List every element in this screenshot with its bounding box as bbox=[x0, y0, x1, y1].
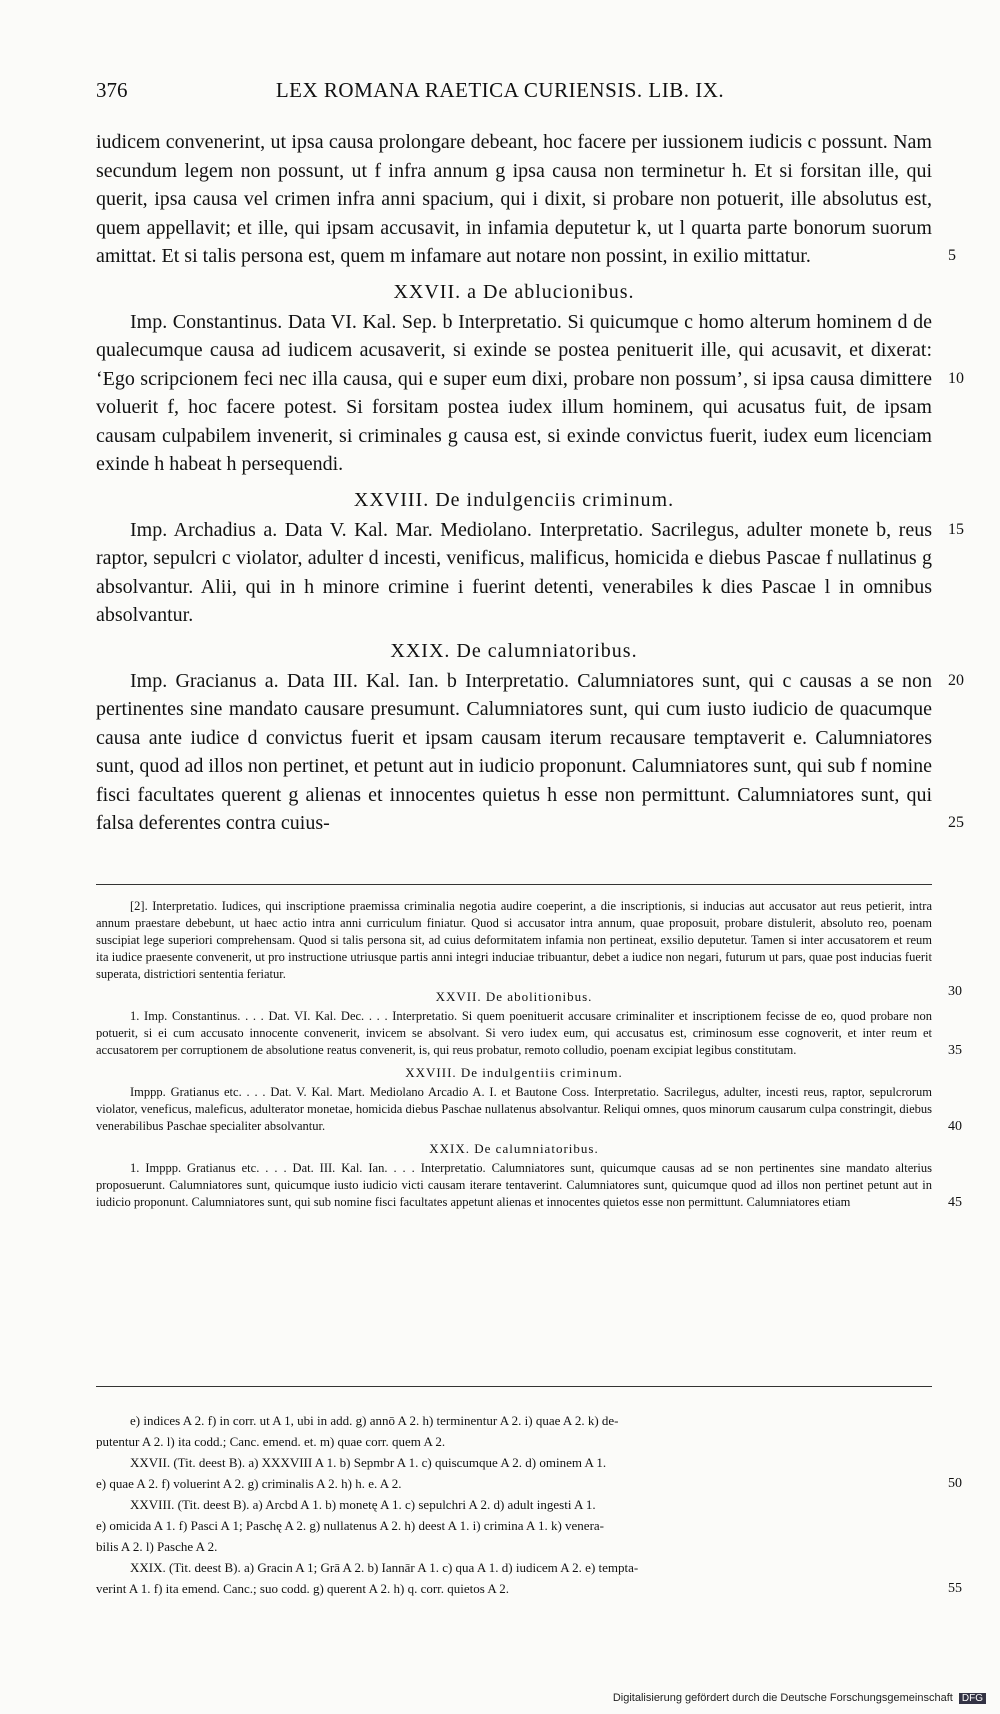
apparatus-line: verint A 1. f) ita emend. Canc.; suo codd. g) querent A 2. h) q. corr. quietos A 2. 55 bbox=[96, 1578, 932, 1599]
apparatus-line: XXVII. (Tit. deest B). a) XXXVIII A 1. b) Sepmbr A 1. c) quiscumque A 2. d) ominem A 1. bbox=[130, 1455, 607, 1470]
line-number: 50 bbox=[948, 1476, 962, 1491]
apparatus-line: XXVIII. (Tit. deest B). a) Arcbd A 1. b) monetę A 1. c) sepulchri A 2. d) adult ingesti A 1. bbox=[130, 1497, 596, 1512]
source-notes bbox=[96, 898, 962, 1211]
section-27-text: Imp. Constantinus. Data VI. Kal. Sep. b Interpretatio. Si quicumque c homo alterum hominem d de qualecumque causa ad iudicem acusaverit, si exinde se postea penituerit ille, qui acusavit, et dixerat: ‘Ego scripcionem feci nec illa causa, qui e super eum dixi, probare non possum’, si ipsa causa dimittere voluerit f, hoc facere potest. Si forsitam postea iudex illum hominem, qui acusatus fuit, de ipsam causam culpabilem invenerit, si criminales g causa est, si exinde convictus fuerit, iudex eum licenciam exinde h habeat h persequendi. 10 bbox=[96, 308, 932, 479]
paragraph-continuation: iudicem convenerint, ut ipsa causa prolongare debeant, hoc facere per iussionem iudicis c possunt. Nam secundum legem non possunt, ut f infra annum g ipsa causa non terminetur h. Et si forsitan ille, qui querit, ipsa causa vel crimen infra anni spacium, qui i dixit, si probare non potuerit, ille absolutus est, quem appellavit; et ille, qui ipsam accusavit, in infamia deputetur k, ut l quarta parte bonorum suorum amittat. Et si talis persona est, quem m infamare aut notare non possint, in exilio mittatur. 5 bbox=[96, 128, 932, 271]
line-number: 55 bbox=[948, 1581, 962, 1596]
critical-apparatus bbox=[96, 1410, 962, 1599]
page-number: 376 bbox=[96, 78, 128, 102]
apparatus-line: e) indices A 2. f) in corr. ut A 1, ubi in add. g) annō A 2. h) terminentur A 2. i) quae A 2. k) de- bbox=[130, 1413, 619, 1428]
note-2: [2]. Interpretatio. Iudices, qui inscriptione praemissa criminalia negotia audire coeperint, a die inscriptionis, si inducias aut accusator aut reus petierit, intra annum praestare debebunt, ut haec actio intra anni curriculum finiatur. Quod si accusator intra annum, quae proposuit, probare distulerit, absoluto reo, poenam suscipiat lege superiori comprehensam. Quod si talis persona sit, ad cuius deformitatem infamia non pertineat, exsilio deputetur. Tamen si inter accusatorem et reum ita iudice praesente convenerit, ut pro instructione utriusque partis anni integri induciae tribuantur, debet a iudice non negari, futurum ut pars, quae post inducias fuerit superata, districtiori sententia feriatur. 30 bbox=[96, 898, 932, 983]
page-header bbox=[0, 78, 1000, 114]
line-number: 30 bbox=[948, 984, 962, 999]
line-number: 10 bbox=[948, 369, 964, 387]
line-number: 5 bbox=[948, 247, 956, 264]
credit-text: Digitalisierung gefördert durch die Deutsche Forschungsgemeinschaft bbox=[612, 1692, 953, 1704]
note-heading-29: XXIX. De calumniatoribus. bbox=[429, 1141, 599, 1156]
section-28-text: Imp. Archadius a. Data V. Kal. Mar. Mediolano. Interpretatio. Sacrilegus, adulter monete b, reus raptor, sepulcri c violator, adulter d incesti, venificus, malificus, homicida e diebus Pascae f nullatinus g absolvantur. Alii, qui in h minore crimine i fuerint detenti, venerabiles k dies Pascae l in omnibus absolvantur. 15 bbox=[96, 516, 932, 630]
main-text bbox=[96, 128, 964, 838]
apparatus-line: XXIX. (Tit. deest B). a) Gracin A 1; Grā A 2. b) Iannār A 1. c) qua A 1. d) iudicem A 2. e) tempta- bbox=[130, 1560, 639, 1575]
running-title: LEX ROMANA RAETICA CURIENSIS. LIB. IX. bbox=[275, 78, 725, 102]
line-number: 40 bbox=[948, 1119, 962, 1134]
digitization-credit bbox=[613, 1692, 986, 1704]
line-number: 35 bbox=[948, 1043, 962, 1058]
note-heading-27: XXVII. De abolitionibus. bbox=[435, 989, 593, 1004]
note-heading-28: XXVIII. De indulgentiis criminum. bbox=[405, 1065, 623, 1080]
apparatus-divider bbox=[96, 1386, 932, 1387]
apparatus-line: putentur A 2. l) ita codd.; Canc. emend. et. m) quae corr. quem A 2. bbox=[96, 1434, 446, 1449]
footnote-divider bbox=[96, 884, 932, 885]
note-29: 1. Imppp. Gratianus etc. . . . Dat. III. Kal. Ian. . . . Interpretatio. Calumniatores sunt, quicumque causas ad se non pertinentes sine mandato alterius proposuerunt. Calumniatores sunt, quicumque iusto iudicio victi causam iterare tentaverint. Calumniatores sunt, quicumque quod ad illos non pertinet petunt aut in iudicio proponunt. Calumniatores sunt, qui sub nomine fisci facultates appetunt alienas et innocentes quietos esse non permittunt. Calumniatores etiam 45 bbox=[96, 1160, 932, 1211]
section-heading-28: XXVIII. De indulgenciis criminum. bbox=[353, 488, 675, 511]
section-heading-29: XXIX. De calumniatoribus. bbox=[390, 639, 638, 662]
apparatus-line: e) omicida A 1. f) Pasci A 1; Paschę A 2. g) nullatenus A 2. h) deest A 1. i) crimina A 1. k) venera- bbox=[96, 1518, 605, 1533]
section-heading-27: XXVII. a De ablucionibus. bbox=[393, 280, 635, 303]
dfg-logo: DFG bbox=[959, 1693, 986, 1704]
note-27: 1. Imp. Constantinus. . . . Dat. VI. Kal. Dec. . . . Interpretatio. Si quem poenituerit accusare criminaliter et inscriptionem fecisse de eo, quod probare non potuerit, si ei cum accusato innocente convenerit, invicem se absolvant. Si vero iudex eum, qui accusatus est, criminosum esse cognoverit, et inter reum et accusatorem per corruptionem de absolutione reatus convenerit, is, qui reus probatur, remoto colludio, poenam excipiat legibus constitutam. 35 bbox=[96, 1008, 932, 1059]
line-number: 20 bbox=[948, 671, 964, 689]
note-28: Imppp. Gratianus etc. . . . Dat. V. Kal. Mart. Mediolano Arcadio A. I. et Bautone Coss. Interpretatio. Sacrilegus, adulter, incesti reus, raptor, sepulcrorum violator, veneficus, maleficus, adulterator monetae, homicida diebus Paschae nullatenus absolvantur. Reliqui omnes, quos minorum causarum culpa constringit, diebus venerabilibus Paschae specialiter absolvantur. 40 bbox=[96, 1084, 932, 1135]
line-number: 15 bbox=[948, 520, 964, 538]
section-29-text: Imp. Gracianus a. Data III. Kal. Ian. b Interpretatio. Calumniatores sunt, qui c causas a se non pertinentes sine mandato causare presumunt. Calumniatores sunt, qui cum iusto iudicio de quacumque causa ante iudice d convictus fuerit et ipsam causam iterum recausare temptaverit e. Calumniatores sunt, quod ad illos non pertinet, et petunt aut in iudicio proponunt. Calumniatores sunt, qui sub f nomine fisci facultates querent g alienas et innocentes quietus h esse non permittunt. Calumniatores sunt, qui falsa deferentes contra cuius- 20 25 bbox=[96, 667, 932, 838]
line-number: 25 bbox=[948, 813, 964, 831]
line-number: 45 bbox=[948, 1195, 962, 1210]
apparatus-line: e) quae A 2. f) voluerint A 2. g) criminalis A 2. h) h. e. A 2. 50 bbox=[96, 1473, 932, 1494]
apparatus-line: bilis A 2. l) Pasche A 2. bbox=[96, 1539, 218, 1554]
